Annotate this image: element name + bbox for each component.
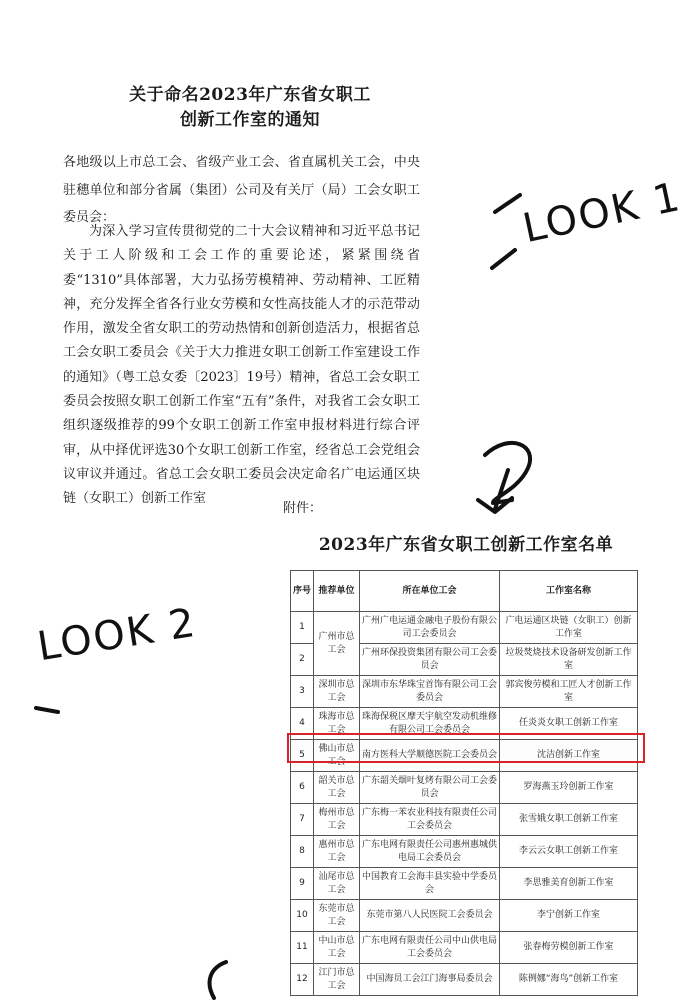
notice-title: [100, 83, 400, 133]
studio-name-cell: 李思雅美育创新工作室: [500, 868, 638, 900]
header-recommending-unit: 推荐单位: [314, 571, 360, 612]
table-row: [291, 772, 638, 804]
studio-name-cell: 李宁创新工作室: [500, 900, 638, 932]
studio-name-cell: 郭宾俊劳模和工匠人才创新工作室: [500, 676, 638, 708]
table-row: [291, 964, 638, 996]
table-row: [291, 900, 638, 932]
body-paragraph: 为深入学习宣传贯彻党的二十大会议精神和习近平总书记关于工人阶级和工会工作的重要论述，紧紧围绕省委“1310”具体部署，大力弘扬劳模精神、劳动精神、工匠精神，充分发挥全省各行业女劳模和女性高技能人才的示范带动作用，激发全省女职工的劳动热情和创新创造活力，根据省总工会女职工委员会《关于大力推进女职工创新工作室建设工作的通知》（粤工总女委〔2023〕19号）精神，省总工会女职工委员会按照女职工创新工作室“五有”条件，对我省工会女职工组织逐级推荐的99个女职工创新工作室申报材料进行综合评审，从中择优评选30个女职工创新工作室，经省总工会党组会议审议并通过。省总工会女职工委员会决定命名广电运通区块链（女职工）创新工作室: [63, 224, 420, 507]
notice-title-line-2: 创新工作室的通知: [180, 110, 320, 130]
row-number: 6: [291, 772, 314, 804]
recommending-unit-cell: 汕尾市总工会: [314, 868, 360, 900]
arrow-2-stroke: [485, 443, 530, 503]
look-1-upper-dash: [495, 195, 520, 212]
recommending-unit-cell: 珠海市总工会: [314, 708, 360, 740]
recommending-unit-cell: 梅州市总工会: [314, 804, 360, 836]
studio-name-cell: 李云云女职工创新工作室: [500, 836, 638, 868]
union-cell: 中国教育工会海丰县实验中学委员会: [360, 868, 500, 900]
row-number: 11: [291, 932, 314, 964]
recommending-unit-cell: 东莞市总工会: [314, 900, 360, 932]
row-number: 1: [291, 612, 314, 644]
studio-name-cell: 垃圾焚烧技术设备研发创新工作室: [500, 644, 638, 676]
recipients-paragraph: 各地级以上市总工会、省级产业工会、省直属机关工会，中央驻穗单位和部分省属（集团）公司及有关厅（局）工会女职工委员会：: [63, 155, 420, 225]
attachment-label: 附件：: [283, 501, 323, 516]
table-row: [291, 932, 638, 964]
studio-name-cell: 沈洁创新工作室: [500, 740, 638, 772]
table-body: [291, 612, 638, 996]
union-cell: 中国海员工会江门海事局委员会: [360, 964, 500, 996]
header-studio-name: 工作室名称: [500, 571, 638, 612]
union-cell: 广州广电运通金融电子股份有限公司工会委员会: [360, 612, 500, 644]
table-row: [291, 868, 638, 900]
studio-roster-table: [290, 570, 638, 996]
bottom-partial-stroke: [210, 962, 226, 998]
recommending-unit-cell: 惠州市总工会: [314, 836, 360, 868]
table-row: [291, 612, 638, 644]
row-number: 8: [291, 836, 314, 868]
row-number: 2: [291, 644, 314, 676]
union-cell: 广州环保投资集团有限公司工会委员会: [360, 644, 500, 676]
union-cell: 广东梅一苯农业科技有限责任公司工会委员会: [360, 804, 500, 836]
row-number: 9: [291, 868, 314, 900]
recommending-unit-cell: 深圳市总工会: [314, 676, 360, 708]
row-number: 3: [291, 676, 314, 708]
recommending-unit-cell: 中山市总工会: [314, 932, 360, 964]
look-1-annotation: LOOK 1: [518, 173, 686, 253]
table-header-row: [291, 571, 638, 612]
union-cell: 东莞市第八人民医院工会委员会: [360, 900, 500, 932]
recommending-unit-cell: 佛山市总工会: [314, 740, 360, 772]
studio-name-cell: 张春梅劳模创新工作室: [500, 932, 638, 964]
table-row: [291, 676, 638, 708]
studio-name-cell: 陈例娜“海鸟”创新工作室: [500, 964, 638, 996]
row-number: 10: [291, 900, 314, 932]
look-2-annotation: LOOK 2: [34, 599, 200, 671]
table-row: [291, 836, 638, 868]
union-cell: 南方医科大学顺德医院工会委员会: [360, 740, 500, 772]
recommending-unit-cell: 韶关市总工会: [314, 772, 360, 804]
recommending-unit-cell: 江门市总工会: [314, 964, 360, 996]
row-number: 4: [291, 708, 314, 740]
notice-title-line-1: 关于命名2023年广东省女职工: [129, 85, 371, 105]
header-no: 序号: [291, 571, 314, 612]
studio-name-cell: 广电运通区块链（女职工）创新工作室: [500, 612, 638, 644]
union-cell: 广东电网有限责任公司惠州惠城供电局工会委员会: [360, 836, 500, 868]
row-number: 12: [291, 964, 314, 996]
highlight-box: [287, 733, 645, 763]
union-cell: 广东韶关烟叶复烤有限公司工会委员会: [360, 772, 500, 804]
recommending-unit-cell: 广州市总工会: [314, 612, 360, 676]
studio-name-cell: 张雪娥女职工创新工作室: [500, 804, 638, 836]
union-cell: 广东电网有限责任公司中山供电局工会委员会: [360, 932, 500, 964]
list-title: 2023年广东省女职工创新工作室名单: [318, 535, 614, 555]
studio-name-cell: 任炎炎女职工创新工作室: [500, 708, 638, 740]
union-cell: 珠海保税区摩天宇航空发动机维修有限公司工会委员会: [360, 708, 500, 740]
row-number: 7: [291, 804, 314, 836]
header-union: 所在单位工会: [360, 571, 500, 612]
row-number: 5: [291, 740, 314, 772]
look-2-underline-dash: [36, 708, 58, 712]
arrow-down-icon: [478, 470, 512, 512]
look-1-lower-dash: [492, 250, 515, 268]
studio-name-cell: 罗海燕玉玲创新工作室: [500, 772, 638, 804]
table-row: [291, 804, 638, 836]
union-cell: 深圳市东华珠宝首饰有限公司工会委员会: [360, 676, 500, 708]
